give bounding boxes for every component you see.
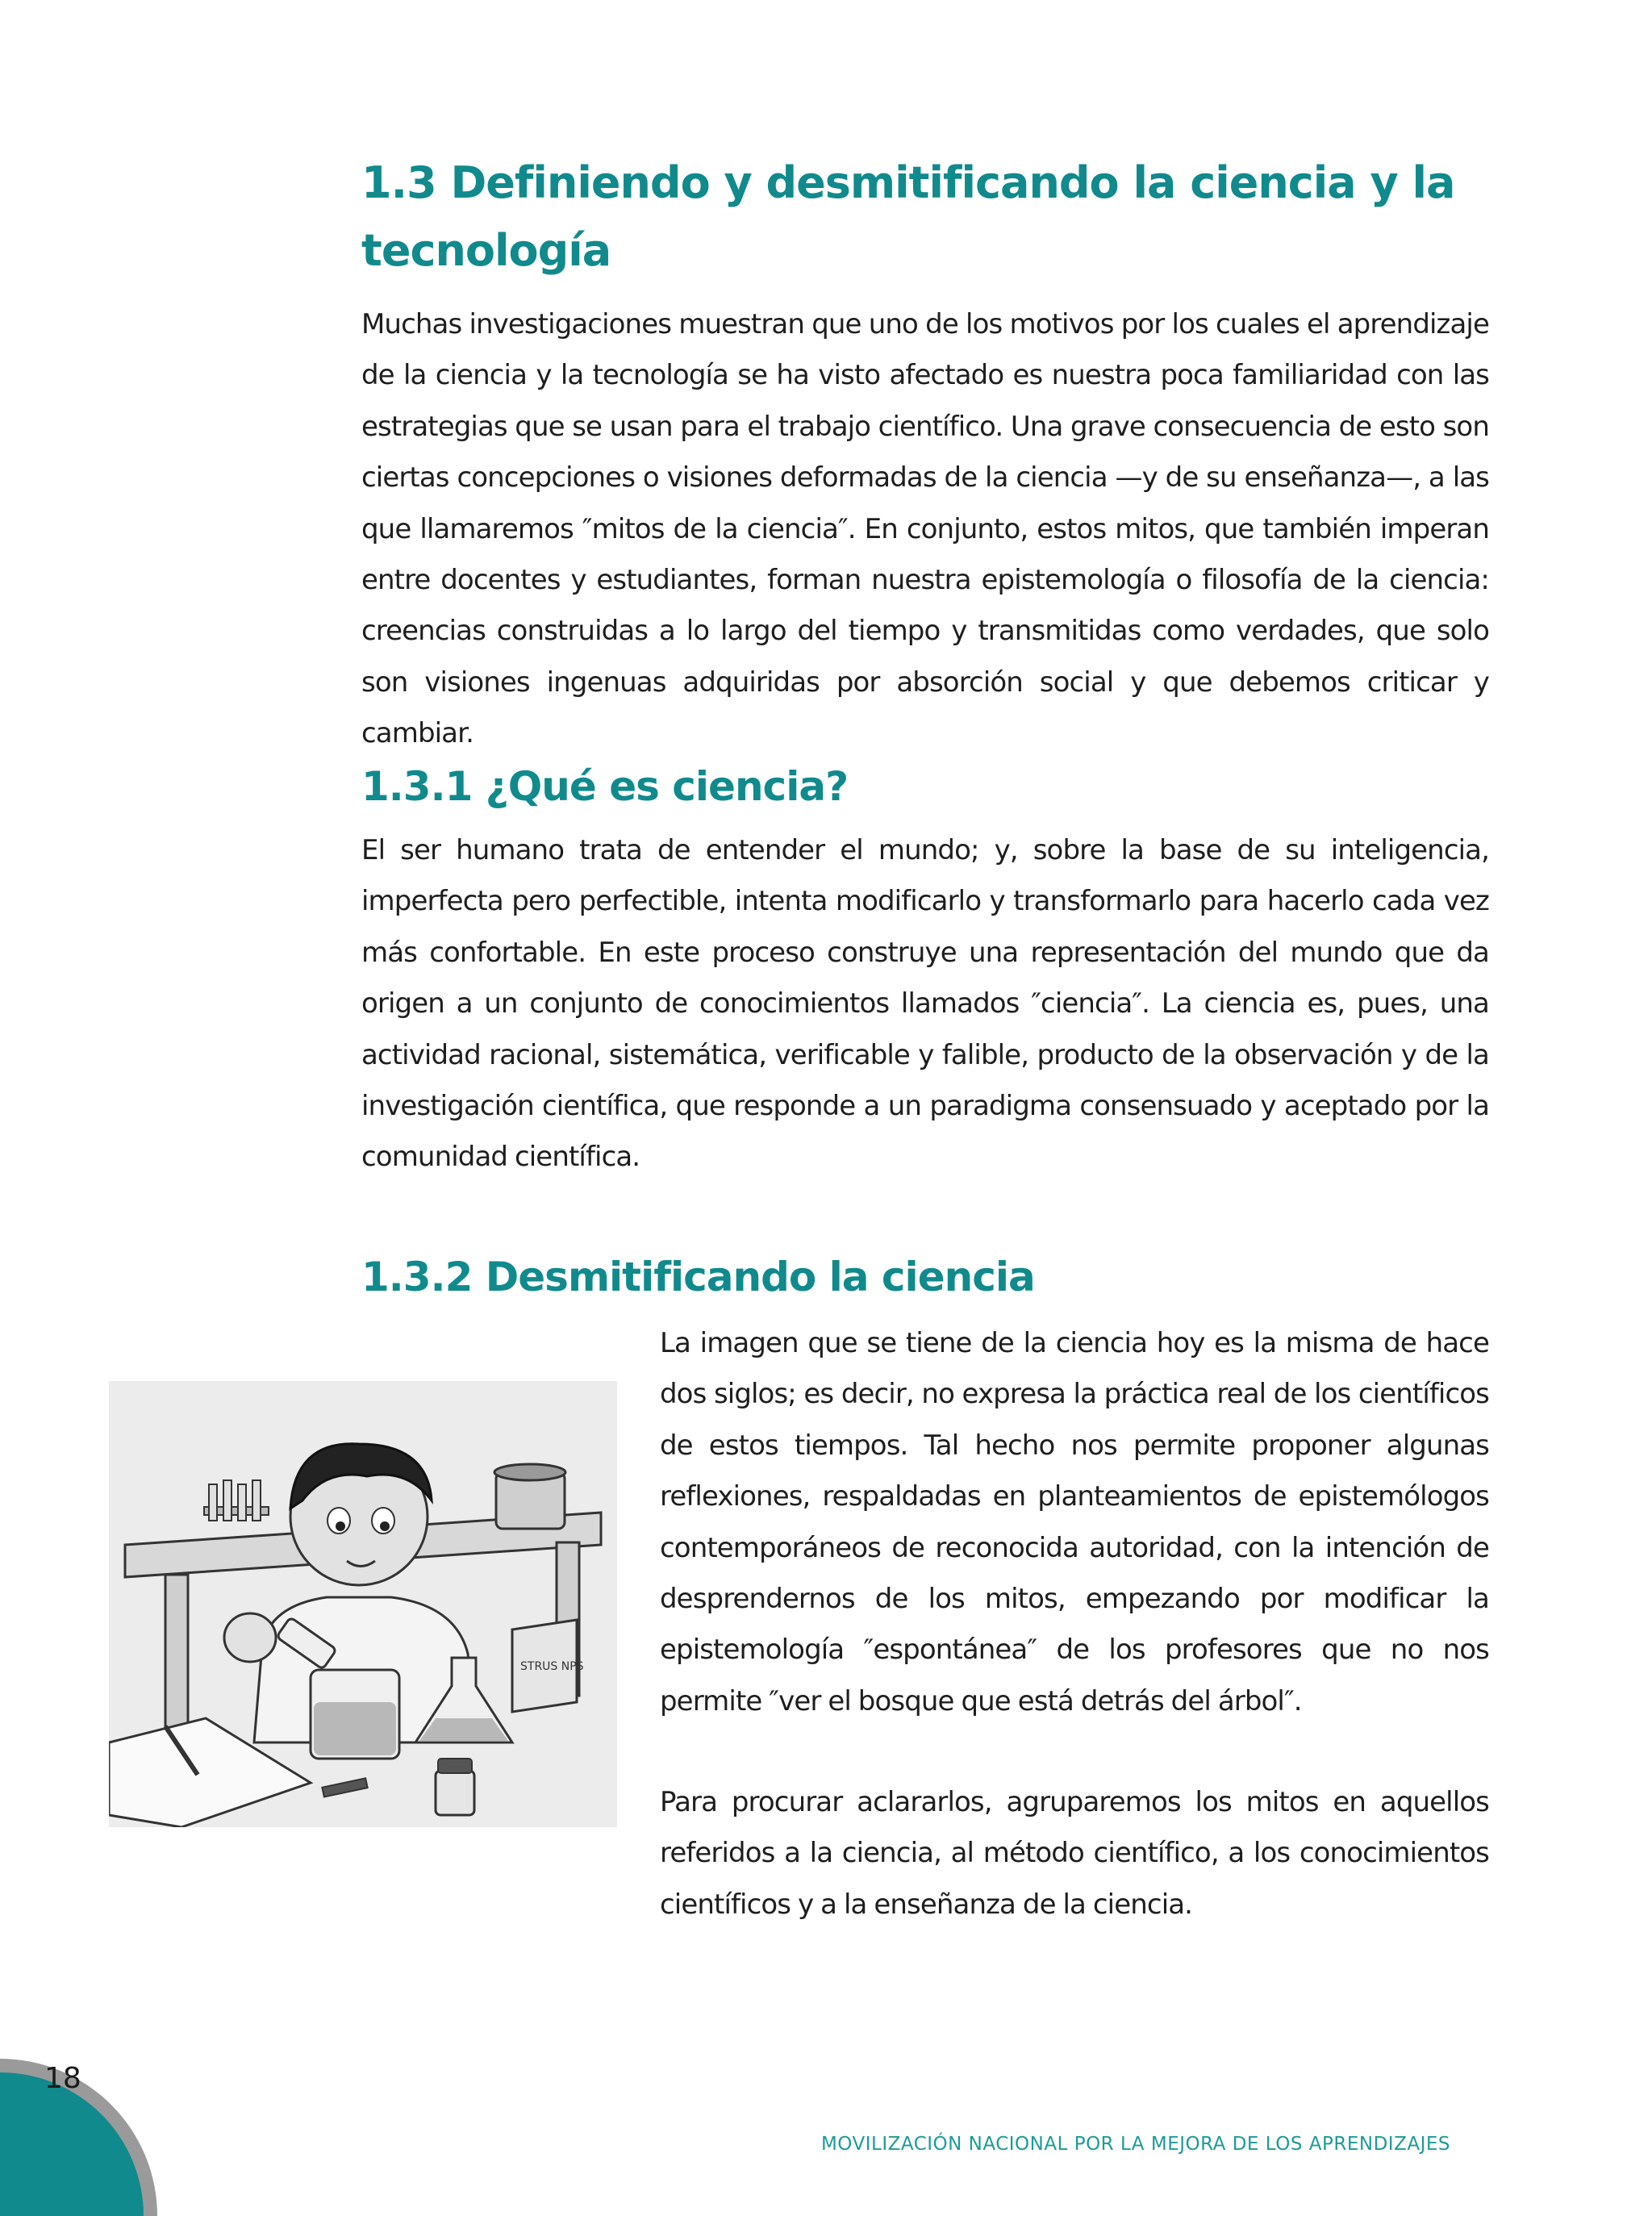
child-scientist-illustration: [109, 1363, 617, 1827]
box-icon: [512, 1620, 584, 1712]
desmitificando-paragraph-1: La imagen que se tiene de la ciencia hoy es la misma de hace dos siglos; es decir, no expresa la práctica real de los científicos de estos tiempos. Tal hecho nos permite proponer algunas reflexiones, respaldadas en planteamientos de epistemólogos contemporáneos de reconocida autoridad, con la intención de desprendernos de los mitos, empezando por modificar la epistemología ″espontánea″ de los profesores que no nos permite ″ver el bosque que está detrás del árbol″.: [660, 1327, 1489, 1717]
page-corner-decoration: [0, 2025, 161, 2216]
subsection-title-desmitificando: 1.3.2 Desmitificando la ciencia: [361, 1254, 1035, 1300]
page-number: 18: [44, 2062, 81, 2095]
jar-icon: [494, 1464, 565, 1529]
footer-text: MOVILIZACIÓN NACIONAL POR LA MEJORA DE LOS APRENDIZAJES: [820, 2134, 1450, 2155]
box-label: STRUS NPS: [520, 1660, 584, 1673]
small-bottle-icon: [436, 1759, 474, 1815]
desmitificando-paragraph-2: Para procurar aclararlos, agruparemos los mitos en aquellos referidos a la ciencia, al método científico, a los conocimientos científicos y a la enseñanza de la ciencia.: [660, 1786, 1489, 1921]
section-intro-paragraph: Muchas investigaciones muestran que uno de los motivos por los cuales el aprendizaje de la ciencia y la tecnología se ha visto afectado es nuestra poca familiaridad con las estrategias que se usan para el trabajo científico. Una grave consecuencia de esto son ciertas concepciones o visiones deformadas de la ciencia —y de su enseñanza—, a las que llamaremos ″mitos de la ciencia″. En conjunto, estos mitos, que también imperan entre docentes y estudiantes, forman nuestra epistemología o filosofía de la ciencia: creencias construidas a lo largo del tiempo y transmitidas como verdades, que solo son visiones ingenuas adquiridas por absorción social y que debemos criticar y cambiar.: [361, 308, 1489, 750]
section-title: 1.3 Definiendo y desmitificando la ciencia y la tecnología: [361, 157, 1455, 276]
subsection-title-que-es-ciencia: 1.3.1 ¿Qué es ciencia?: [361, 763, 849, 810]
que-es-ciencia-paragraph: El ser humano trata de entender el mundo; y, sobre la base de su inteligencia, imperfecta pero perfectible, intenta modificarlo y transformarlo para hacerlo cada vez más confortable. En este proceso construye una representación del mundo que da origen a un conjunto de conocimientos llamados ″ciencia″. La ciencia es, pues, una actividad racional, sistemática, verificable y falible, producto de la observación y de la investigación científica, que responde a un paradigma consensuado y aceptado por la comunidad científica.: [361, 834, 1489, 1174]
beaker-icon: [311, 1670, 399, 1759]
